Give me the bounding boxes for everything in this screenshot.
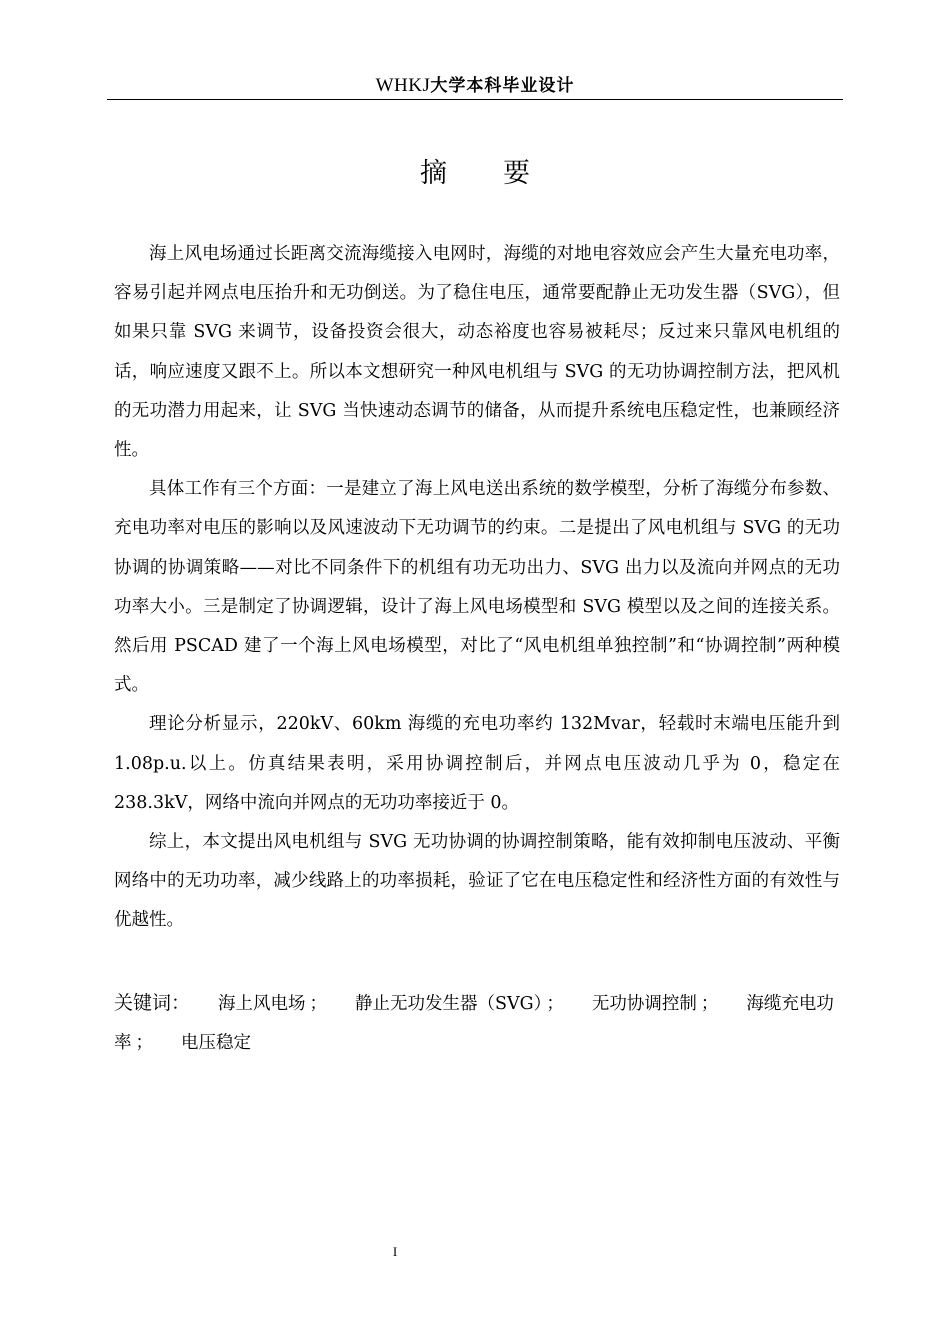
keywords-block <box>114 984 840 1063</box>
keyword-separator: ； <box>309 994 328 1014</box>
page-header <box>107 70 843 100</box>
header-latin-text: WHKJ <box>375 75 431 96</box>
keyword-item: 静止无功发生器（SVG） <box>355 994 543 1014</box>
keyword-item: 海上风电场 <box>218 994 306 1014</box>
keyword-separator: ； <box>546 994 564 1014</box>
abstract-paragraph-2: 具体工作有三个方面：一是建立了海上风电送出系统的数学模型，分析了海缆分布参数、充电功率对电压的影响以及风速波动下无功调节的约束。二是提出了风电机组与 SVG 的无功协调的协调策略——对比不同条件下的机组有功无功出力、SVG 出力以及流向并网点的无功功率大小。三是制定了协调逻辑，设计了海上风电场模型和 SVG 模型以及之间的连接关系。然后用 PSCAD 建了一个海上风电场模型，对比了“风电机组单独控制”和“协调控制”两种模式。 <box>114 479 840 696</box>
keyword-item: 无功协调控制 <box>591 994 697 1014</box>
header-chinese-text: 大学本科毕业设计 <box>430 76 575 96</box>
keyword-separator: ； <box>700 994 719 1014</box>
keyword-item: 电压稳定 <box>181 1033 251 1054</box>
abstract-title: 摘要 <box>420 158 586 189</box>
keyword-separator: ； <box>135 1033 153 1054</box>
keywords-label: 关键词： <box>114 992 191 1014</box>
keyword-item: 海缆充电功率 <box>114 994 834 1054</box>
abstract-body <box>114 235 840 941</box>
abstract-paragraph-4: 综上，本文提出风电机组与 SVG 无功协调的协调控制策略，能有效抑制电压波动、平衡网络中的无功功率，减少线路上的功率损耗，验证了它在电压稳定性和经济性方面的有效性与优越性。 <box>114 832 840 931</box>
abstract-paragraph-1: 海上风电场通过长距离交流海缆接入电网时，海缆的对地电容效应会产生大量充电功率，容易引起并网点电压抬升和无功倒送。为了稳住电压，通常要配静止无功发生器（SVG），但如果只靠 SVG 来调节，设备投资会很大，动态裕度也容易被耗尽；反过来只靠风电机组的话，响应速度又跟不上。所以本文想研究一种风电机组与 SVG 的无功协调控制方法，把风机的无功潜力用起来，让 SVG 当快速动态调节的储备，从而提升系统电压稳定性，也兼顾经济性。 <box>114 244 840 461</box>
page-number: I <box>392 1244 398 1259</box>
abstract-paragraph-3: 理论分析显示，220kV、60km 海缆的充电功率约 132Mvar，轻载时末端电压能升到 1.08p.u.以上。仿真结果表明，采用协调控制后，并网点电压波动几乎为 0，稳定在 238.3kV，网络中流向并网点的无功功率接近于 0。 <box>114 714 840 813</box>
header-divider <box>107 99 843 100</box>
